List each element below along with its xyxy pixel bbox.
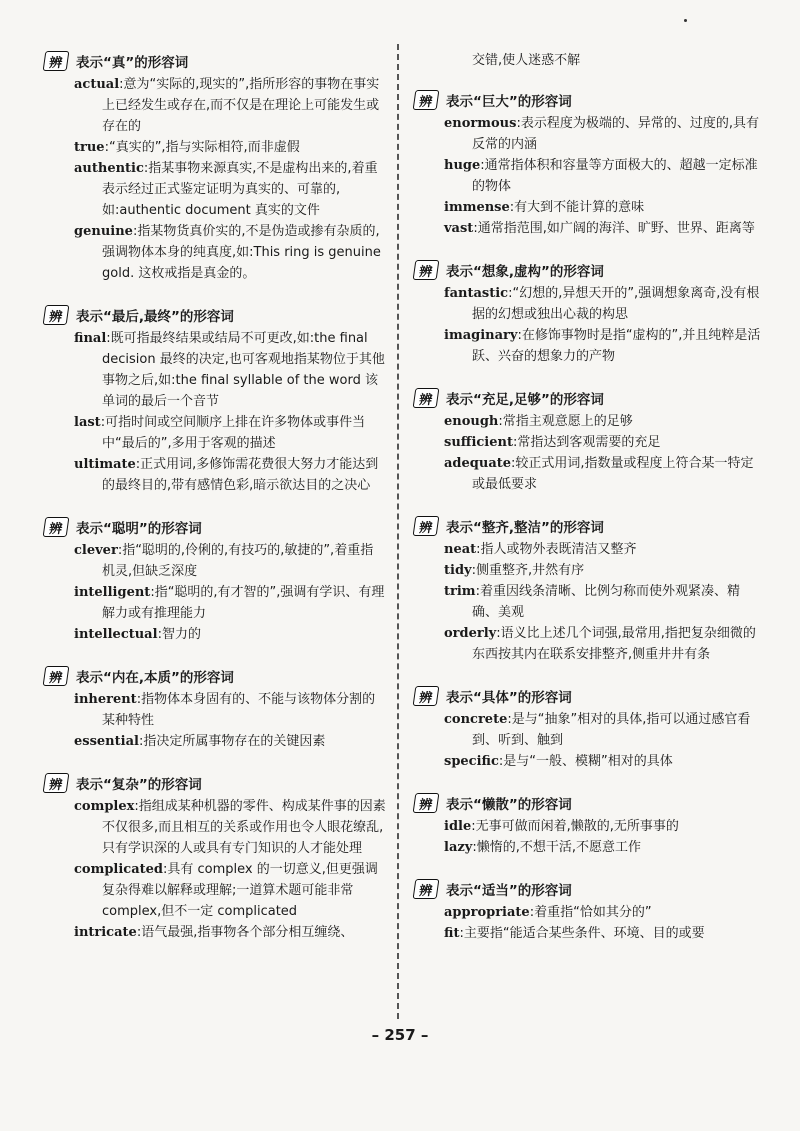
entry-definition: :指人或物外表既清洁又整齐 [476,542,637,557]
entry [414,155,762,197]
entry-definition: :既可指最终结果或结局不可更改,如:the final decision 最终的决定,也可客观地指某物位于其他事物之后,如:the final syllable of the word 该单词的最后一个音节 [102,331,385,409]
entry-word: neat [444,542,477,557]
entry [44,158,386,221]
entry [44,412,386,454]
entry [44,796,386,859]
entry-word: fit [444,926,460,941]
entry [44,731,386,752]
section [414,685,762,772]
section [414,515,762,665]
entry [414,923,762,944]
entry-definition: :具有 complex 的一切意义,但更强调复杂得难以解释或理解;一道算术题可能非常 complex,但不一定 complicated [102,862,378,919]
section-title: 表示“想象,虚构”的形容词 [446,264,604,280]
entry [44,582,386,624]
section-title: 表示“内在,本质”的形容词 [76,670,234,686]
bian-badge-icon: 辨 [43,305,70,325]
section-header [414,259,762,281]
entry-definition: :指某物货真价实的,不是伪造或掺有杂质的,强调物体本身的纯真度,如:This ring is genuine gold. 这枚戒指是真金的。 [102,224,381,281]
entry-word: ultimate [74,457,136,472]
section-header [414,89,762,111]
entry-word: appropriate [444,905,530,920]
entry-definition: :较正式用词,指数量或程度上符合某一特定或最低要求 [472,456,754,492]
entry-word: immense [444,200,510,215]
section [414,387,762,495]
entry-definition: :常指主观意愿上的足够 [498,414,633,429]
entry [44,454,386,496]
section-header [44,50,386,72]
entry-definition: :“幻想的,异想天开的”,强调想象离奇,没有根据的幻想或独出心裁的构思 [472,286,760,322]
entry [44,74,386,137]
page-number: – 257 – [371,1026,429,1044]
entry-word: clever [74,543,118,558]
entry-definition: :着重指“恰如其分的” [529,905,652,920]
entry-word: enough [444,414,499,429]
entry [414,581,762,623]
entry [414,411,762,432]
section-header [44,516,386,538]
bian-badge-icon: 辨 [43,51,70,71]
section-title: 表示“巨大”的形容词 [446,94,572,110]
bian-badge-icon: 辨 [413,879,440,899]
entry [414,902,762,923]
entry-definition: :常指达到客观需要的充足 [512,435,661,450]
section-header [44,304,386,326]
entry-word: trim [444,584,476,599]
entry [44,540,386,582]
entry-word: adequate [444,456,512,471]
entry-definition: :指某事物来源真实,不是虚构出来的,着重表示经过正式鉴定证明为真实的、可靠的,如:authentic document 真实的文件 [102,161,378,218]
entry [414,816,762,837]
section-title: 表示“真”的形容词 [76,55,189,71]
entry-word: last [74,415,101,430]
entry-word: fantastic [444,286,509,301]
section-title: 表示“充足,足够”的形容词 [446,392,604,408]
entry [44,922,386,943]
entry [414,623,762,665]
entry-definition: :指物体本身固有的、不能与该物体分割的某种特性 [102,692,376,728]
entry-definition: :懒惰的,不想干活,不愿意工作 [472,840,641,855]
section [44,50,386,284]
entry-word: sufficient [444,435,513,450]
bian-badge-icon: 辨 [413,793,440,813]
entry-word: concrete [444,712,508,727]
section-title: 表示“聪明”的形容词 [76,521,202,537]
entry-word: intricate [74,925,137,940]
bian-badge-icon: 辨 [413,388,440,408]
entry [414,218,762,239]
section-header [414,685,762,707]
entry-word: huge [444,158,481,173]
bian-badge-icon: 辨 [43,517,70,537]
section [44,516,386,645]
section [44,665,386,752]
section [44,304,386,496]
entry-definition: :意为“实际的,现实的”,指所形容的事物在事实上已经发生或存在,而不仅是在理论上可能发生或存在的 [102,77,380,134]
entry [44,137,386,158]
bian-badge-icon: 辨 [43,666,70,686]
bian-badge-icon: 辨 [413,516,440,536]
entry-definition: :指组成某种机器的零件、构成某件事的因素不仅很多,而且相互的关系或作用也令人眼花缭乱,只有学识深的人或具有专门知识的人才能处理 [102,799,386,856]
section [414,878,762,944]
entry-definition: :指“聪明的,有才智的”,强调有学识、有理解力或有推理能力 [102,585,385,621]
section-title: 表示“复杂”的形容词 [76,777,202,793]
entry-word: imaginary [444,328,518,343]
entry-word: idle [444,819,472,834]
entry-definition: :在修饰事物时是指“虚构的”,并且纯粹是活跃、兴奋的想象力的产物 [472,328,761,364]
section [414,259,762,367]
entry-word: actual [74,77,120,92]
section [414,89,762,239]
entry-definition: :着重因线条清晰、比例匀称而使外观紧凑、精确、美观 [472,584,740,620]
entry-definition: :可指时间或空间顺序上排在许多物体或事件当中“最后的”,多用于客观的描述 [100,415,366,451]
entry-word: essential [74,734,139,749]
entry [414,453,762,495]
section-header [44,772,386,794]
section-title: 表示“具体”的形容词 [446,690,572,706]
entry [44,859,386,922]
entry-word: specific [444,754,499,769]
section-header [414,878,762,900]
section [44,772,386,943]
section-title: 表示“懒散”的形容词 [446,797,572,813]
bian-badge-icon: 辨 [413,90,440,110]
entry-definition: :是与“抽象”相对的具体,指可以通过感官看到、听到、触到 [472,712,751,748]
left-column [44,50,386,963]
entry [414,539,762,560]
entry-definition: :指决定所属事物存在的关键因素 [138,734,326,749]
entry [414,197,762,218]
entry-word: intelligent [74,585,151,600]
entry [44,624,386,645]
entry-word: intellectual [74,627,158,642]
entry-word: complex [74,799,135,814]
entry-word: final [74,331,107,346]
entry-definition: :有大到不能计算的意味 [509,200,645,215]
entry-definition: :指“聪明的,伶俐的,有技巧的,敏捷的”,着重指机灵,但缺乏深度 [102,543,374,579]
entry-word: true [74,140,105,155]
entry [414,325,762,367]
entry-word: authentic [74,161,144,176]
entry [414,432,762,453]
entry-word: complicated [74,862,164,877]
entry-word: tidy [444,563,472,578]
entry-word: genuine [74,224,133,239]
entry-definition: :主要指“能适合某些条件、环境、目的或要 [459,926,705,941]
entry [414,560,762,581]
entry [44,221,386,284]
entry-definition: :正式用词,多修饰需花费很大努力才能达到的最终目的,带有感情色彩,暗示欲达目的之决心 [102,457,379,493]
section-header [414,792,762,814]
entry [44,328,386,412]
entry-definition: :通常指范围,如广阔的海洋、旷野、世界、距离等 [473,221,755,236]
continuation-text: 交错,使人迷惑不解 [472,53,581,68]
entry-word: enormous [444,116,517,131]
entry [414,283,762,325]
bian-badge-icon: 辨 [43,773,70,793]
entry-definition: :表示程度为极端的、异常的、过度的,具有反常的内涵 [472,116,759,152]
column-divider [397,44,399,1019]
entry-word: inherent [74,692,137,707]
bian-badge-icon: 辨 [413,686,440,706]
entry [414,709,762,751]
entry-definition: :“真实的”,指与实际相符,而非虚假 [104,140,300,155]
entry [414,837,762,858]
entry [414,113,762,155]
entry [414,751,762,772]
entry-definition: :是与“一般、模糊”相对的具体 [498,754,673,769]
entry-word: lazy [444,840,473,855]
entry-definition: :侧重整齐,井然有序 [471,563,585,578]
entry-definition: :智力的 [157,627,201,642]
entry-word: vast [444,221,474,236]
section [414,792,762,858]
entry-definition: :语气最强,指事物各个部分相互缠绕、 [136,925,354,940]
entry-definition: :通常指体积和容量等方面极大的、超越一定标准的物体 [472,158,758,194]
bian-badge-icon: 辨 [413,260,440,280]
section-title: 表示“适当”的形容词 [446,883,572,899]
section-header [44,665,386,687]
entry-word: orderly [444,626,497,641]
section-header [414,387,762,409]
entry-definition: :语义比上述几个词强,最常用,指把复杂细微的东西按其内在联系安排整齐,侧重井井有条 [472,626,756,662]
right-column [414,50,762,964]
section-title: 表示“最后,最终”的形容词 [76,309,234,325]
section-title: 表示“整齐,整洁”的形容词 [446,520,604,536]
section-header [414,515,762,537]
entry-definition: :无事可做而闲着,懒散的,无所事事的 [471,819,679,834]
speck [684,19,687,22]
entry [44,689,386,731]
